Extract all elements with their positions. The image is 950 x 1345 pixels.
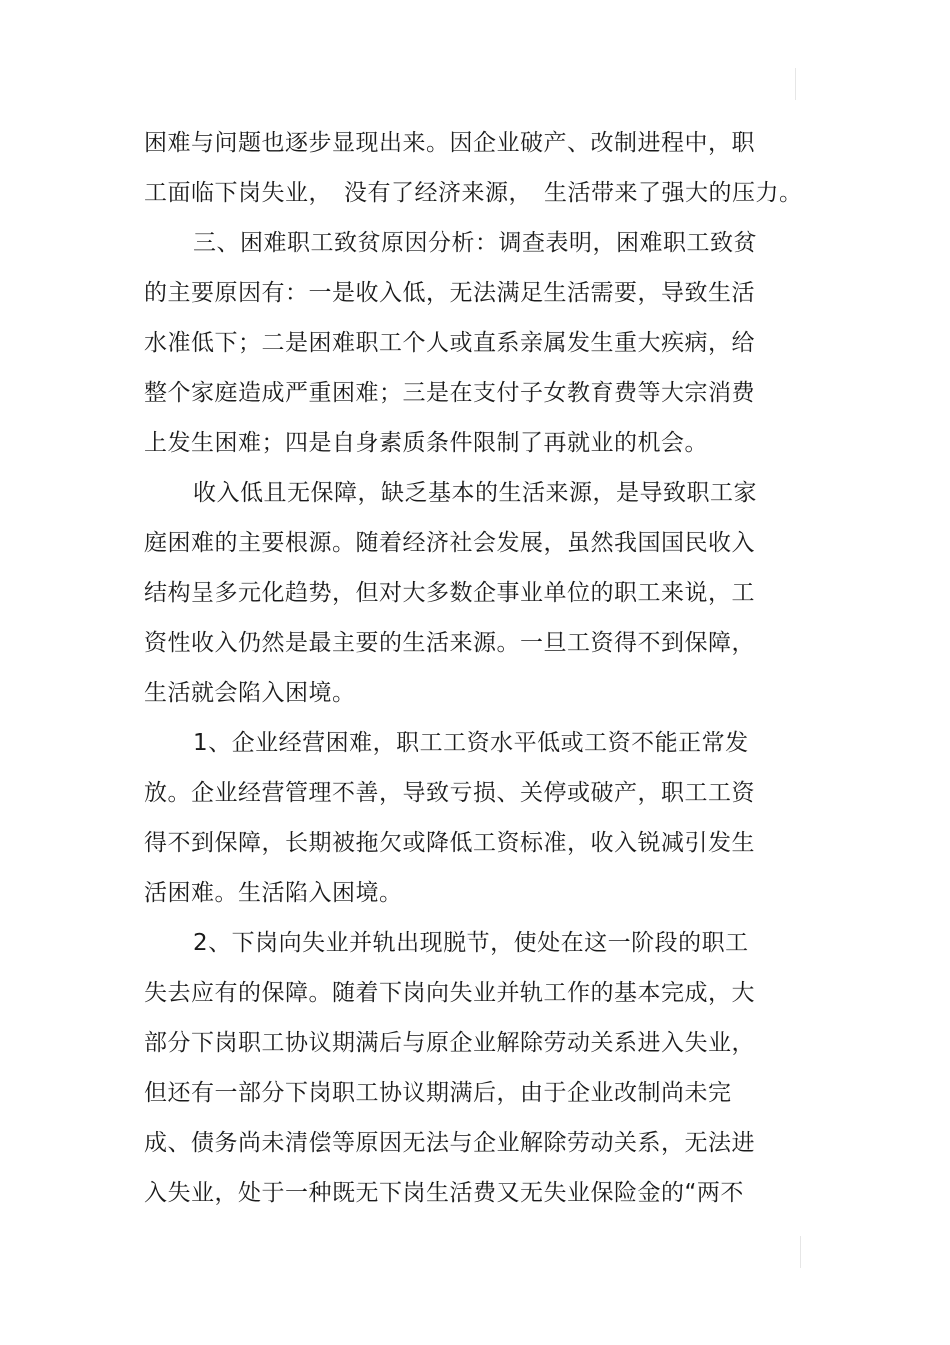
text-line: 资性收入仍然是最主要的生活来源。一旦工资得不到保障， <box>144 630 755 656</box>
paragraph-start-line: 收入低且无保障，缺乏基本的生活来源，是导致职工家 <box>193 480 757 506</box>
text-line: 放。企业经营管理不善，导致亏损、关停或破产，职工工资 <box>144 780 755 806</box>
text-line: 成、债务尚未清偿等原因无法与企业解除劳动关系，无法进 <box>144 1130 755 1156</box>
text-line: 结构呈多元化趋势，但对大多数企事业单位的职工来说，工 <box>144 580 755 606</box>
text-line: 活困难。生活陷入困境。 <box>144 880 403 906</box>
text-line: 入失业，处于一种既无下岗生活费又无失业保险金的“两不 <box>144 1180 744 1206</box>
text-line: 得不到保障，长期被拖欠或降低工资标准，收入锐减引发生 <box>144 830 755 856</box>
top-right-margin-mark <box>795 68 796 100</box>
text-line: 庭困难的主要根源。随着经济社会发展，虽然我国国民收入 <box>144 530 755 556</box>
text-line: 的主要原因有：一是收入低，无法满足生活需要，导致生活 <box>144 280 755 306</box>
text-line: 失去应有的保障。随着下岗向失业并轨工作的基本完成，大 <box>144 980 755 1006</box>
text-line: 部分下岗职工协议期满后与原企业解除劳动关系进入失业， <box>144 1030 755 1056</box>
paragraph-start-line: 2、下岗向失业并轨出现脱节，使处在这一阶段的职工 <box>193 930 749 956</box>
text-line: 水准低下；二是困难职工个人或直系亲属发生重大疾病，给 <box>144 330 755 356</box>
text-line: 工面临下岗失业， 没有了经济来源， 生活带来了强大的压力。 <box>144 180 803 206</box>
text-line: 上发生困难；四是自身素质条件限制了再就业的机会。 <box>144 430 708 456</box>
text-line: 困难与问题也逐步显现出来。因企业破产、改制进程中，职 <box>144 130 755 156</box>
paragraph-heading-line: 三、困难职工致贫原因分析：调查表明，困难职工致贫 <box>193 230 757 256</box>
text-line: 但还有一部分下岗职工协议期满后，由于企业改制尚未完 <box>144 1080 732 1106</box>
bottom-right-margin-mark <box>800 1236 801 1268</box>
text-line: 生活就会陷入困境。 <box>144 680 356 706</box>
paragraph-start-line: 1、企业经营困难，职工工资水平低或工资不能正常发 <box>193 730 749 756</box>
text-line: 整个家庭造成严重困难；三是在支付子女教育费等大宗消费 <box>144 380 755 406</box>
